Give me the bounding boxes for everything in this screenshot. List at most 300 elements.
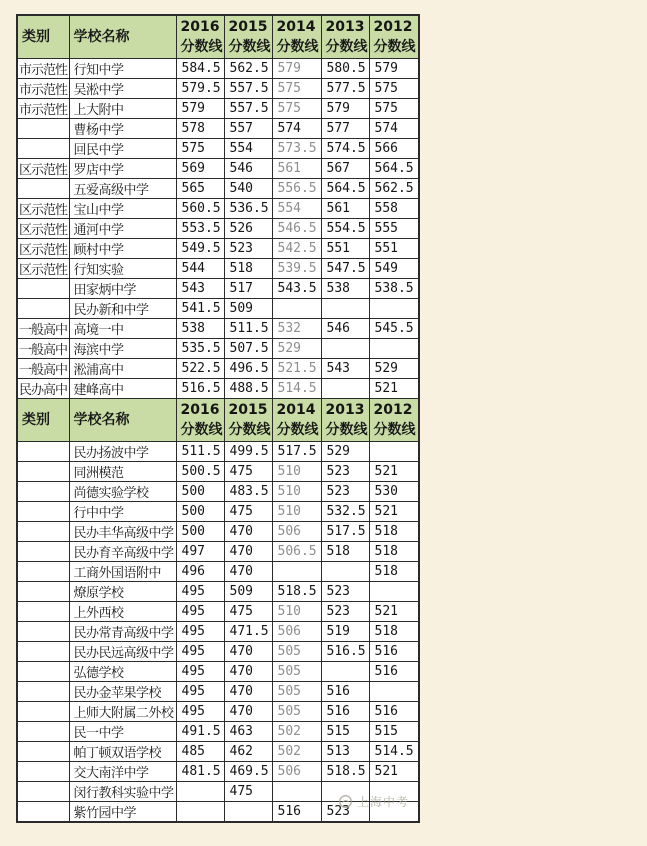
score-cell: 518.5 [272,582,321,602]
score-cell: 500 [176,502,224,522]
score-cell: 529 [321,442,369,462]
score-cell: 543 [176,279,224,299]
score-cell: 554 [224,139,272,159]
category-cell: 一般高中 [17,339,69,359]
score-cell [321,339,369,359]
category-cell: 民办高中 [17,379,69,399]
category-cell: 区示范性 [17,159,69,179]
score-cell: 481.5 [176,762,224,782]
school-cell: 上师大附属二外校 [69,702,176,722]
table-row [17,582,419,602]
score-cell: 557.5 [224,99,272,119]
score-cell: 470 [224,562,272,582]
category-cell [17,602,69,622]
score-cell: 573.5 [272,139,321,159]
score-cell: 529 [272,339,321,359]
table-row [17,602,419,622]
school-cell: 五爱高级中学 [69,179,176,199]
school-cell: 行中中学 [69,502,176,522]
school-cell: 帕丁顿双语学校 [69,742,176,762]
score-cell: 510 [272,602,321,622]
table-row [17,359,419,379]
score-cell: 470 [224,642,272,662]
score-cell: 495 [176,702,224,722]
table-row [17,782,419,802]
table-row [17,139,419,159]
score-cell: 547.5 [321,259,369,279]
score-cell: 540 [224,179,272,199]
header-year-2014: 2014 分数线 [272,399,321,442]
score-cell: 518 [321,542,369,562]
score-cell: 561 [321,199,369,219]
table-row [17,259,419,279]
school-cell: 民办常青高级中学 [69,622,176,642]
score-cell: 542.5 [272,239,321,259]
score-cell: 511.5 [176,442,224,462]
score-cell: 538 [176,319,224,339]
score-cell: 510 [272,502,321,522]
score-cell: 514.5 [369,742,419,762]
score-cell: 507.5 [224,339,272,359]
score-cell: 509 [224,299,272,319]
school-cell: 曹杨中学 [69,119,176,139]
score-cell: 574 [369,119,419,139]
score-cell: 505 [272,642,321,662]
score-cell: 521 [369,462,419,482]
score-cell: 575 [272,99,321,119]
table-row [17,722,419,742]
score-cell: 539.5 [272,259,321,279]
score-cell: 543.5 [272,279,321,299]
category-cell [17,582,69,602]
score-cell [272,562,321,582]
score-cell [321,782,369,802]
score-cell [321,379,369,399]
category-cell [17,742,69,762]
score-cell [369,802,419,823]
school-cell: 吴淞中学 [69,79,176,99]
school-cell: 闵行教科实验中学 [69,782,176,802]
score-cell: 469.5 [224,762,272,782]
score-cell: 506 [272,762,321,782]
school-cell: 高境一中 [69,319,176,339]
category-cell: 区示范性 [17,219,69,239]
score-cell: 521 [369,379,419,399]
score-cell [369,582,419,602]
score-cell: 562.5 [369,179,419,199]
score-cell: 566 [369,139,419,159]
category-cell [17,642,69,662]
score-cell: 577 [321,119,369,139]
header-row-2 [17,399,419,442]
category-cell: 一般高中 [17,319,69,339]
score-cell: 506 [272,622,321,642]
category-cell [17,782,69,802]
table-row [17,179,419,199]
score-cell: 579 [321,99,369,119]
school-cell: 通河中学 [69,219,176,239]
score-cell: 517.5 [272,442,321,462]
school-cell: 建峰高中 [69,379,176,399]
score-cell: 523 [321,602,369,622]
score-cell: 510 [272,482,321,502]
score-cell [369,682,419,702]
score-cell: 575 [272,79,321,99]
category-cell [17,179,69,199]
school-cell: 紫竹园中学 [69,802,176,823]
category-cell [17,462,69,482]
score-cell: 505 [272,662,321,682]
score-cell: 541.5 [176,299,224,319]
score-cell: 505 [272,682,321,702]
category-cell [17,299,69,319]
score-cell: 536.5 [224,199,272,219]
score-cell: 523 [321,482,369,502]
score-cell: 513 [321,742,369,762]
score-cell: 483.5 [224,482,272,502]
category-cell [17,522,69,542]
table-row [17,622,419,642]
header-year-2014: 2014 分数线 [272,15,321,59]
header-year-2012: 2012 分数线 [369,399,419,442]
header-year-2016: 2016 分数线 [176,399,224,442]
category-cell [17,762,69,782]
category-cell [17,542,69,562]
score-cell: 475 [224,462,272,482]
score-cell: 551 [369,239,419,259]
table-row [17,199,419,219]
score-cell: 495 [176,682,224,702]
score-cell [369,442,419,462]
score-cell: 522.5 [176,359,224,379]
score-cell: 530 [369,482,419,502]
table-row [17,339,419,359]
score-cell: 554.5 [321,219,369,239]
school-cell: 民办扬波中学 [69,442,176,462]
score-cell: 462 [224,742,272,762]
score-cell: 470 [224,662,272,682]
score-cell [176,802,224,823]
table-row [17,802,419,823]
score-cell: 578 [176,119,224,139]
score-cell: 495 [176,622,224,642]
school-cell: 行知中学 [69,59,176,79]
score-cell: 565 [176,179,224,199]
category-cell: 市示范性 [17,99,69,119]
score-cell: 470 [224,522,272,542]
score-cell: 557.5 [224,79,272,99]
table-row [17,642,419,662]
category-cell [17,279,69,299]
score-cell: 574.5 [321,139,369,159]
school-cell: 民一中学 [69,722,176,742]
score-cell: 511.5 [224,319,272,339]
school-cell: 田家炳中学 [69,279,176,299]
category-cell [17,139,69,159]
score-cell: 579 [272,59,321,79]
category-cell: 区示范性 [17,239,69,259]
score-cell: 506 [272,522,321,542]
table-row [17,682,419,702]
score-cell: 475 [224,502,272,522]
table-row [17,159,419,179]
score-cell: 499.5 [224,442,272,462]
score-cell: 529 [369,359,419,379]
school-cell: 民办民远高级中学 [69,642,176,662]
header-school: 学校名称 [69,15,176,59]
table-row [17,119,419,139]
score-cell: 475 [224,782,272,802]
score-cell: 517 [224,279,272,299]
category-cell [17,482,69,502]
category-cell: 区示范性 [17,259,69,279]
school-cell: 罗店中学 [69,159,176,179]
score-cell: 516.5 [321,642,369,662]
score-cell: 580.5 [321,59,369,79]
score-cell: 546 [321,319,369,339]
score-cell [272,299,321,319]
score-cell: 500 [176,482,224,502]
score-cell: 516 [272,802,321,823]
score-cell: 506.5 [272,542,321,562]
score-cell: 574 [272,119,321,139]
score-cell: 549.5 [176,239,224,259]
score-cell [176,782,224,802]
header-category: 类别 [17,15,69,59]
score-cell: 475 [224,602,272,622]
score-cell [369,339,419,359]
school-cell: 民办育辛高级中学 [69,542,176,562]
table-row [17,319,419,339]
score-cell: 516 [321,702,369,722]
score-cell: 553.5 [176,219,224,239]
header-school: 学校名称 [69,399,176,442]
table-row [17,79,419,99]
score-cell: 470 [224,542,272,562]
school-cell: 民办新和中学 [69,299,176,319]
header-year-2016: 2016 分数线 [176,15,224,59]
score-cell: 485 [176,742,224,762]
score-cell: 470 [224,702,272,722]
score-cell: 523 [224,239,272,259]
category-cell [17,702,69,722]
score-cell: 502 [272,722,321,742]
watermark-text: 上海中考 [357,795,410,809]
score-cell: 491.5 [176,722,224,742]
score-cell: 538.5 [369,279,419,299]
school-cell: 淞浦高中 [69,359,176,379]
score-cell: 557 [224,119,272,139]
school-cell: 燎原学校 [69,582,176,602]
score-cell: 521 [369,502,419,522]
page [16,14,420,823]
score-cell: 523 [321,462,369,482]
score-cell: 463 [224,722,272,742]
score-cell: 518 [369,542,419,562]
score-cell [272,782,321,802]
score-cell: 523 [321,582,369,602]
category-cell [17,119,69,139]
score-cell: 546 [224,159,272,179]
score-cell: 575 [176,139,224,159]
score-cell: 516 [369,662,419,682]
school-cell: 宝山中学 [69,199,176,219]
score-cell: 500.5 [176,462,224,482]
score-cell: 579 [369,59,419,79]
score-cell: 517.5 [321,522,369,542]
score-cell: 535.5 [176,339,224,359]
score-cell: 521 [369,602,419,622]
score-cell: 575 [369,79,419,99]
table-row [17,299,419,319]
score-cell: 579.5 [176,79,224,99]
score-cell: 558 [369,199,419,219]
category-cell: 市示范性 [17,59,69,79]
school-cell: 行知实验 [69,259,176,279]
score-cell [224,802,272,823]
header-year-2013: 2013 分数线 [321,15,369,59]
category-cell [17,622,69,642]
table-row [17,239,419,259]
category-cell [17,682,69,702]
score-cell [321,662,369,682]
school-cell: 上大附中 [69,99,176,119]
table-row [17,219,419,239]
table-row [17,542,419,562]
header-category: 类别 [17,399,69,442]
table-row [17,702,419,722]
table-row [17,762,419,782]
score-cell: 546.5 [272,219,321,239]
score-cell: 516 [321,682,369,702]
category-cell: 区示范性 [17,199,69,219]
table-row [17,522,419,542]
score-cell: 526 [224,219,272,239]
score-cell: 579 [176,99,224,119]
category-cell: 市示范性 [17,79,69,99]
score-cell: 471.5 [224,622,272,642]
table-row [17,462,419,482]
category-cell [17,502,69,522]
score-cell: 521 [369,762,419,782]
school-cell: 顾村中学 [69,239,176,259]
score-cell: 575 [369,99,419,119]
school-cell: 民办金苹果学校 [69,682,176,702]
table-row [17,742,419,762]
table-row [17,279,419,299]
table-row [17,442,419,462]
score-cell: 564.5 [369,159,419,179]
score-cell: 495 [176,582,224,602]
school-cell: 尚德实验学校 [69,482,176,502]
score-cell: 495 [176,602,224,622]
header-year-2012: 2012 分数线 [369,15,419,59]
score-cell: 523 [321,802,369,823]
header-year-2015: 2015 分数线 [224,399,272,442]
header-year-2015: 2015 分数线 [224,15,272,59]
score-cell: 496 [176,562,224,582]
school-cell: 上外西校 [69,602,176,622]
school-cell: 民办丰华高级中学 [69,522,176,542]
category-cell [17,662,69,682]
score-cell: 544 [176,259,224,279]
score-cell [321,562,369,582]
score-cell: 519 [321,622,369,642]
score-cell: 569 [176,159,224,179]
score-cell: 502 [272,742,321,762]
score-cell: 562.5 [224,59,272,79]
score-cell: 584.5 [176,59,224,79]
score-cell: 516 [369,702,419,722]
score-cell: 521.5 [272,359,321,379]
score-cell: 545.5 [369,319,419,339]
score-cell [321,299,369,319]
score-cell: 515 [369,722,419,742]
score-cell: 516 [369,642,419,662]
score-cell: 518 [369,562,419,582]
school-cell: 同洲模范 [69,462,176,482]
score-cell: 497 [176,542,224,562]
score-cell: 518 [369,622,419,642]
score-cell: 561 [272,159,321,179]
header-year-2013: 2013 分数线 [321,399,369,442]
school-cell: 回民中学 [69,139,176,159]
school-cell: 弘德学校 [69,662,176,682]
category-cell [17,442,69,462]
table-row [17,379,419,399]
score-cell: 518.5 [321,762,369,782]
score-cell: 510 [272,462,321,482]
score-cell: 488.5 [224,379,272,399]
score-cell: 509 [224,582,272,602]
score-cell: 567 [321,159,369,179]
score-cell: 500 [176,522,224,542]
score-cell [369,299,419,319]
table-row [17,562,419,582]
score-cell: 532 [272,319,321,339]
score-cell: 549 [369,259,419,279]
category-cell [17,722,69,742]
score-cell: 505 [272,702,321,722]
score-cell: 518 [369,522,419,542]
school-cell: 海滨中学 [69,339,176,359]
score-cell: 470 [224,682,272,702]
table-row [17,482,419,502]
score-cell: 560.5 [176,199,224,219]
score-cell: 577.5 [321,79,369,99]
score-cell: 495 [176,642,224,662]
score-cell: 496.5 [224,359,272,379]
category-cell: 一般高中 [17,359,69,379]
score-cell: 538 [321,279,369,299]
score-cell: 495 [176,662,224,682]
school-cell: 工商外国语附中 [69,562,176,582]
header-row-1 [17,15,419,59]
score-cell: 516.5 [176,379,224,399]
score-cell: 556.5 [272,179,321,199]
score-cell: 543 [321,359,369,379]
score-cell: 514.5 [272,379,321,399]
score-cell: 551 [321,239,369,259]
school-cell: 交大南洋中学 [69,762,176,782]
score-cell [369,782,419,802]
table-row [17,99,419,119]
category-cell [17,802,69,823]
score-cell: 532.5 [321,502,369,522]
score-cell: 564.5 [321,179,369,199]
table-row [17,662,419,682]
score-cell: 515 [321,722,369,742]
